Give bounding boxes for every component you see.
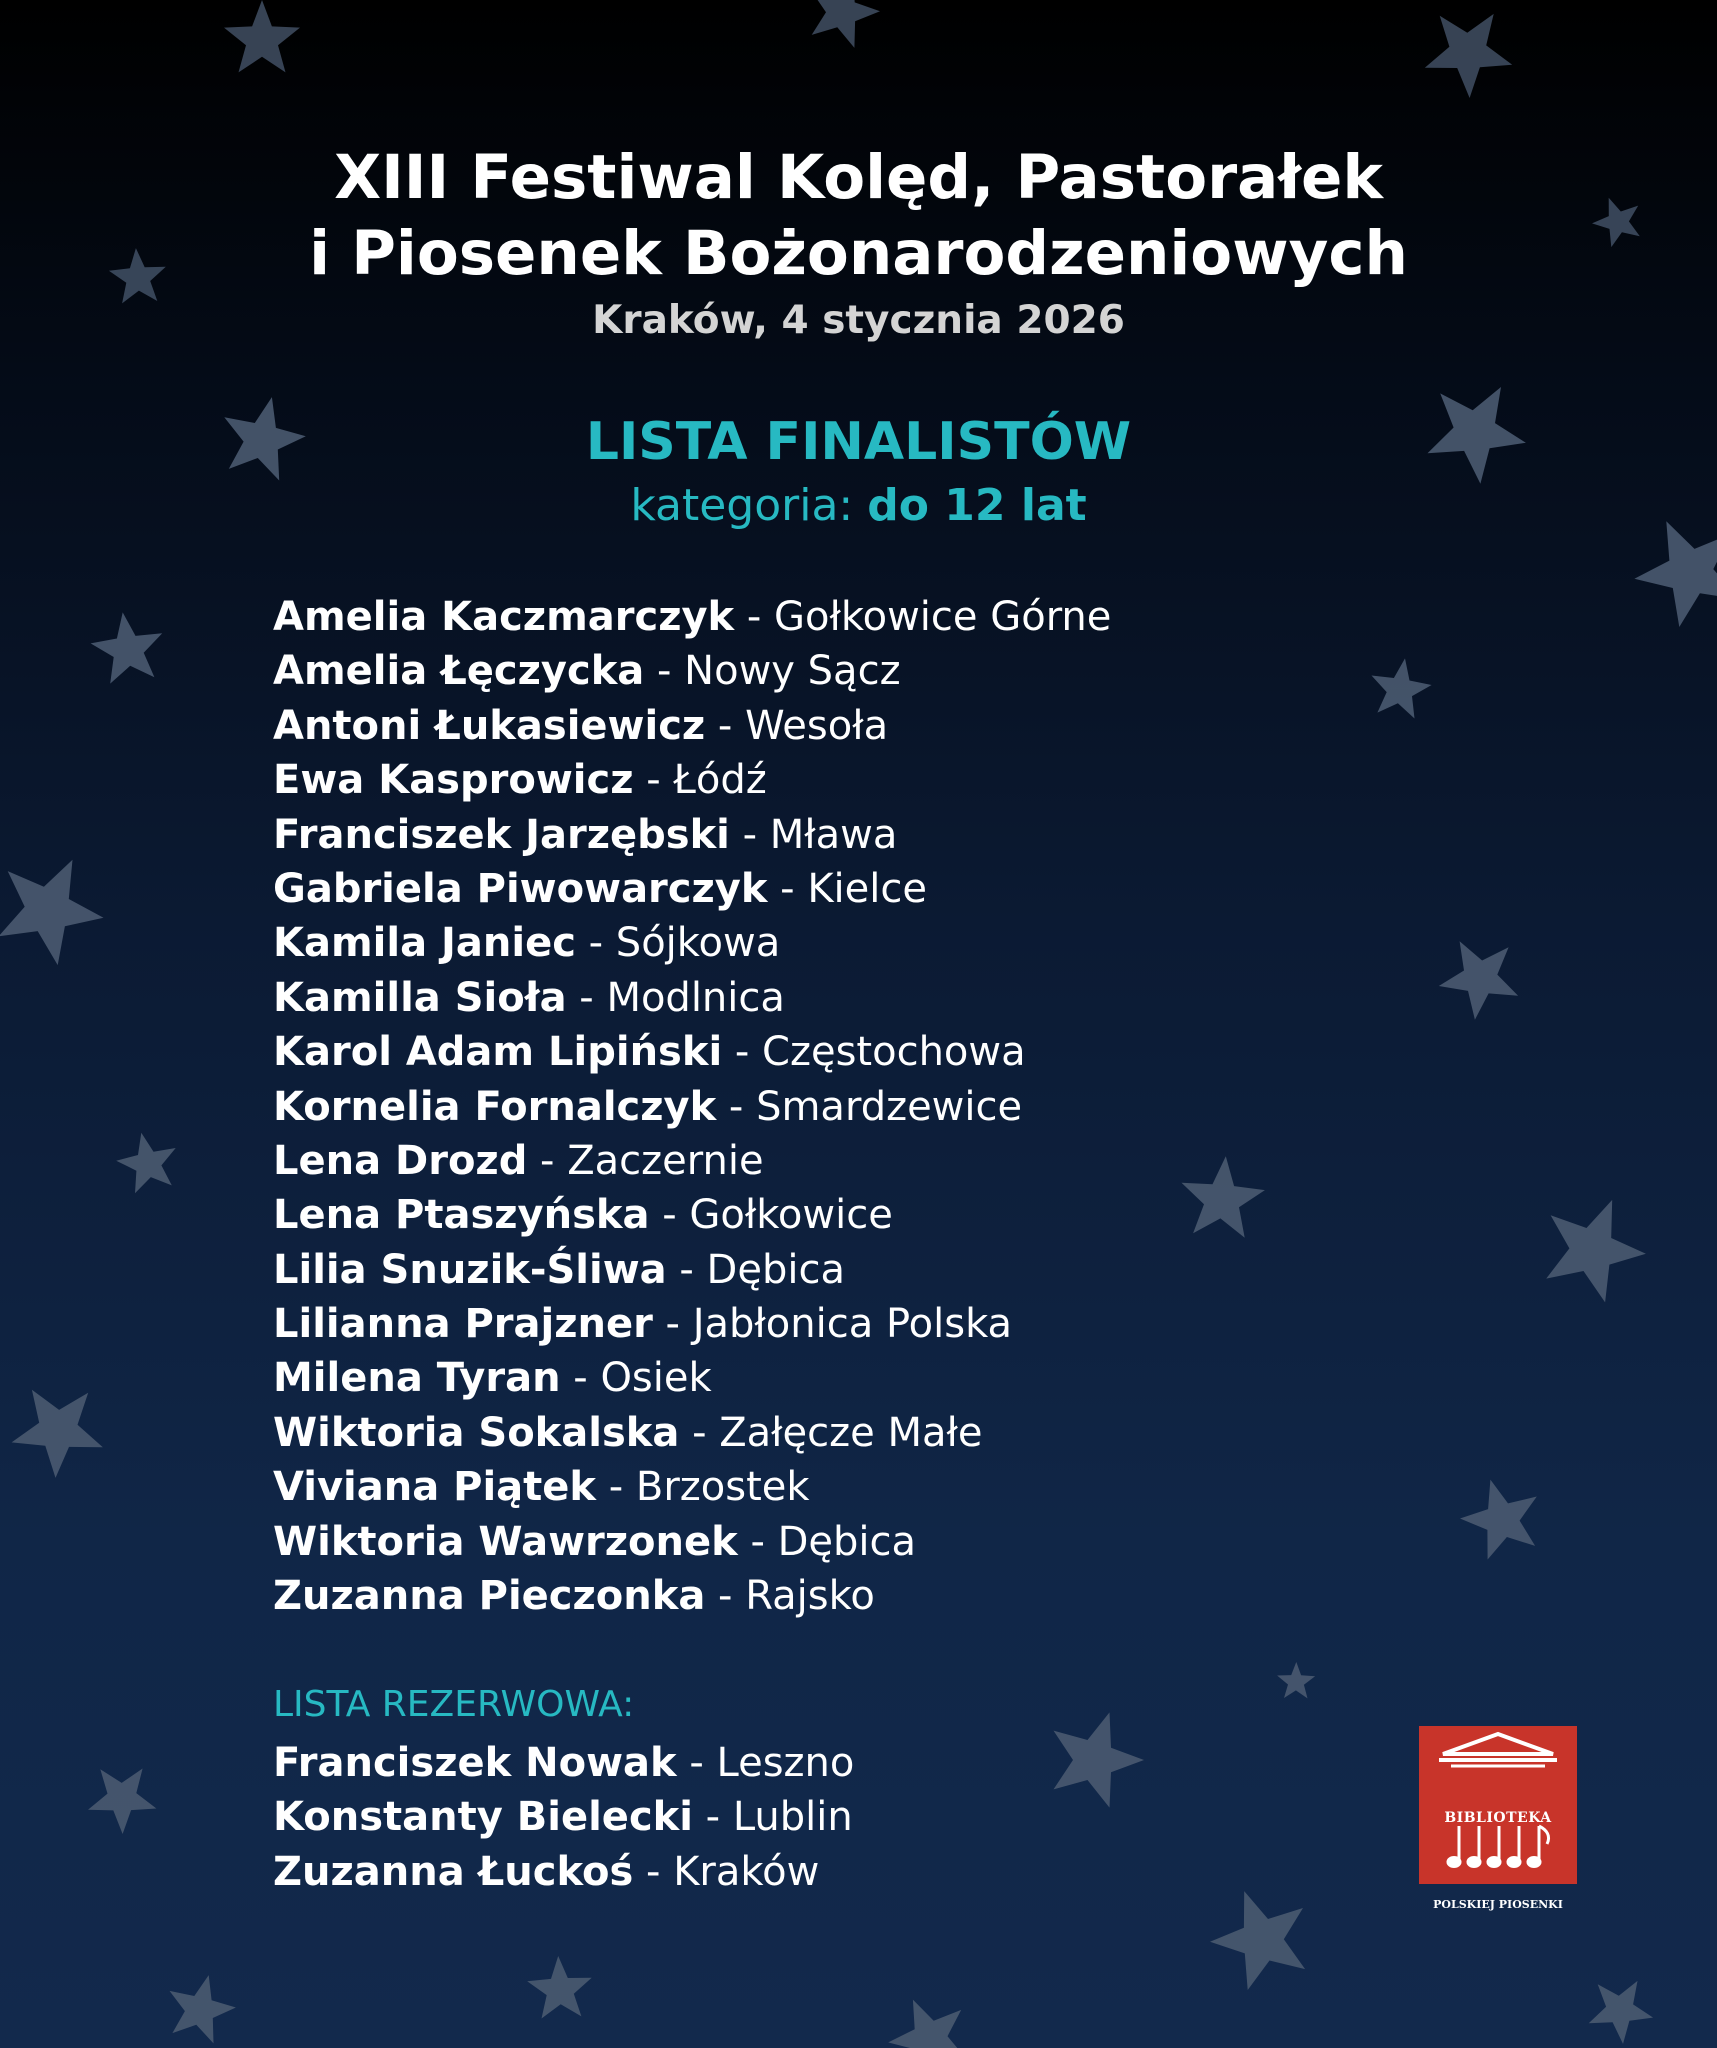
finalist-name: Amelia Łęczycka [273,648,645,695]
logo-top-text: BIBLIOTEKA [1444,1810,1552,1826]
finalist-place: Lublin [732,1794,853,1841]
finalist-name: Karol Adam Lipiński [273,1029,723,1076]
list-item: Konstanty Bielecki - Lublin [273,1794,853,1841]
finalist-place: Osiek [600,1355,712,1402]
building-with-music-notes-icon [1419,1726,1577,1884]
finalist-place: Sójkowa [615,920,781,967]
category-label: kategoria: [630,480,854,531]
star-icon [91,612,163,683]
finalist-name: Franciszek Nowak [273,1740,677,1786]
star-icon [1182,1156,1265,1238]
finalists-heading: LISTA FINALISTÓW [585,412,1132,472]
list-item: Milena Tyran - Osiek [273,1355,712,1402]
list-item: Franciszek Nowak - Leszno [273,1740,855,1786]
star-icon [1372,658,1432,718]
list-item: Zuzanna Łuckoś - Kraków [273,1848,820,1895]
star-icon [116,1133,176,1194]
star-icon [1589,1981,1653,2044]
star-icon [1210,1891,1305,1990]
star-icon [88,1769,156,1835]
finalist-name: Wiktoria Wawrzonek [273,1518,738,1565]
finalist-place: Załęcze Małe [719,1409,983,1456]
star-icon [1277,1662,1315,1698]
star-icon [1425,14,1512,98]
finalist-name: Zuzanna Łuckoś [273,1848,634,1895]
festival-title-line-1: XIII Festiwal Kolęd, Pastorałek [334,142,1383,213]
list-item: Zuzanna Pieczonka - Rajsko [273,1573,875,1620]
star-icon [888,2000,966,2048]
finalist-place: Zaczernie [567,1137,764,1184]
list-item: Amelia Kaczmarczyk - Gołkowice Górne [273,594,1112,640]
list-item: Wiktoria Wawrzonek - Dębica [273,1518,917,1565]
finalist-name: Viviana Piątek [273,1464,597,1511]
star-icon [811,0,880,48]
star-icon [1054,1712,1145,1807]
list-item: Antoni Łukasiewicz - Wesoła [273,702,889,749]
finalist-name: Lilianna Prajzner [273,1301,653,1348]
finalist-place: Brzostek [635,1464,810,1511]
finalist-place: Kielce [807,865,927,912]
finalist-name: Antoni Łukasiewicz [273,702,706,749]
finalist-place: Dębica [777,1518,917,1565]
star-icon [527,1956,592,2019]
star-icon [224,0,300,72]
finalist-name: Gabriela Piwowarczyk [273,865,768,912]
list-item: Kamila Janiec - Sójkowa [273,920,781,967]
list-item: Lilianna Prajzner - Jabłonica Polska [273,1301,1013,1348]
finalist-place: Łódź [673,757,767,804]
finalist-name: Kamilla Sioła [273,974,567,1021]
reserve-heading: LISTA REZERWOWA: [273,1684,635,1725]
finalist-place: Wesoła [745,702,889,749]
star-icon [170,1975,236,2043]
star-icon [1439,941,1518,1019]
reserve-list [273,1736,854,1899]
list-item: Lena Ptaszyńska - Gołkowice [273,1192,893,1239]
list-item: Gabriela Piwowarczyk - Kielce [273,865,927,912]
finalist-place: Jabłonica Polska [692,1301,1013,1348]
finalists-list [273,590,1111,1623]
list-item: Ewa Kasprowicz - Łódź [273,757,767,804]
finalist-name: Kornelia Fornalczyk [273,1083,717,1130]
star-icon [1460,1480,1537,1560]
finalist-place: Kraków [673,1848,820,1895]
finalist-place: Smardzewice [756,1083,1023,1130]
finalist-place: Rajsko [745,1573,875,1620]
finalist-name: Kamila Janiec [273,920,576,967]
finalist-name: Lilia Snuzik-Śliwa [273,1246,667,1293]
star-icon [12,1390,103,1478]
finalist-place: Dębica [706,1246,845,1293]
list-item: Viviana Piątek - Brzostek [273,1464,810,1511]
star-icon [1634,521,1717,627]
finalist-place: Nowy Sącz [684,648,901,695]
star-icon [0,860,104,965]
finalist-place: Modlnica [606,974,785,1021]
finalist-name: Franciszek Jarzębski [273,811,730,858]
logo-bottom-text: POLSKIEJ PIOSENKI [1433,1898,1563,1911]
list-item: Karol Adam Lipiński - Częstochowa [273,1029,1026,1076]
finalist-name: Amelia Kaczmarczyk [273,594,735,640]
finalist-place: Gołkowice [689,1192,893,1239]
list-item: Franciszek Jarzębski - Mława [273,811,898,858]
finalist-place: Mława [769,811,898,858]
finalist-name: Lena Drozd [273,1137,528,1184]
finalist-place: Leszno [716,1740,855,1786]
finalist-name: Konstanty Bielecki [273,1794,693,1841]
festival-title-line-2: i Piosenek Bożonarodzeniowych [309,218,1408,289]
category-value: do 12 lat [867,480,1087,531]
list-item: Lilia Snuzik-Śliwa - Dębica [273,1246,845,1293]
list-item: Wiktoria Sokalska - Załęcze Małe [273,1409,983,1456]
finalist-place: Częstochowa [762,1029,1026,1076]
finalist-name: Ewa Kasprowicz [273,757,634,804]
star-icon [1546,1200,1646,1303]
finalist-name: Milena Tyran [273,1355,561,1402]
finalist-name: Wiktoria Sokalska [273,1409,680,1456]
list-item: Kamilla Sioła - Modlnica [273,974,785,1021]
finalist-place: Gołkowice Górne [774,594,1112,640]
library-logo [1419,1726,1577,1911]
finalist-name: Zuzanna Pieczonka [273,1573,706,1620]
finalist-name: Lena Ptaszyńska [273,1192,650,1239]
event-date-location: Kraków, 4 stycznia 2026 [592,298,1125,343]
category-line [0,480,1717,531]
list-item: Lena Drozd - Zaczernie [273,1137,764,1184]
list-item: Kornelia Fornalczyk - Smardzewice [273,1083,1023,1130]
list-item: Amelia Łęczycka - Nowy Sącz [273,648,901,695]
